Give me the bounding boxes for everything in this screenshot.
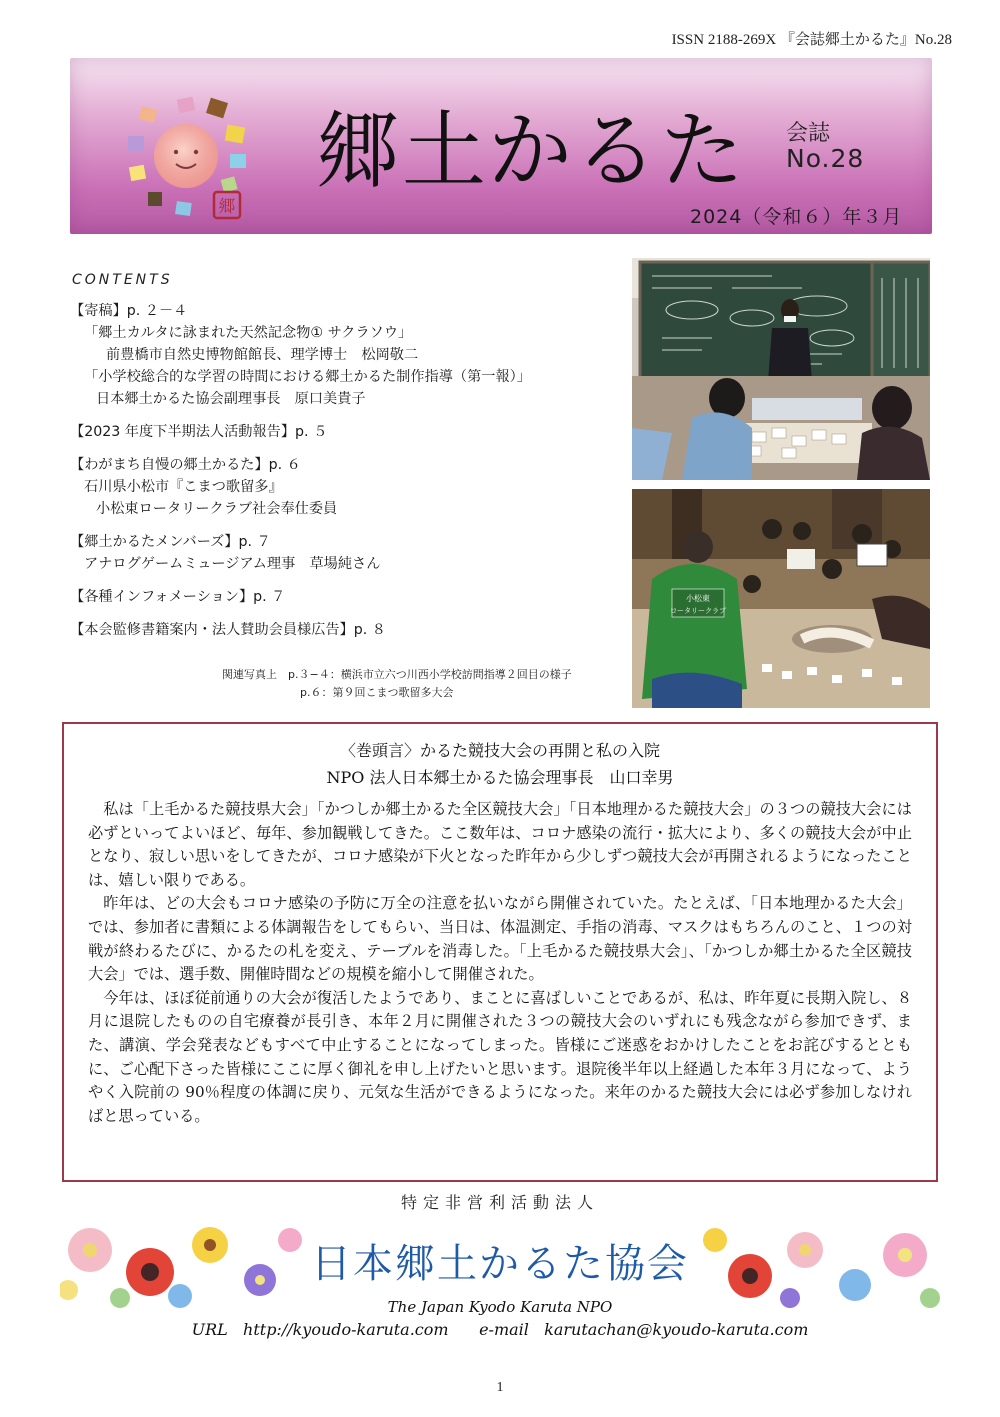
editorial-paragraph: 今年は、ほぼ従前通りの大会が復活したようであり、まことに喜ばしいことであるが、私は、昨年夏に長期入院し、８月に退院したものの自宅療養が長引き、本年２月に開催された３つの競技大会のいずれにも残念ながら参加できず、また、講演、学会発表などもすべて中止することになってしまった。皆様にご迷惑をおかけしたことをお詫びするとともに、ご心配下さった皆様にここに厚く御礼を申し上げたいと思います。退院後半年以上経過した本年３月になって、ようやく入院前の 90％程度の体調に戻り、元気な生活ができるようになった。来年のかるた競技大会には必ず参加しなければと思っている。 <box>88 988 912 1125</box>
kaishi-label: 会誌 <box>786 121 831 146</box>
classroom-photo <box>632 258 930 480</box>
footer-english-name: The Japan Kyodo Karuta NPO <box>387 1298 613 1316</box>
issn-label: ISSN 2188-269X 『会誌郷土かるた』No.28 <box>671 32 952 48</box>
editorial-paragraph: 私は「上毛かるた競技県大会」「かつしか郷土かるた全区競技大会」「日本地理かるた競技大会」の３つの競技大会には必ずといってよいほど、毎年、参加観戦してきた。ここ数年は、コロナ感染の流行・拡大により、多くの競技大会が中止となり、寂しい思いをしてきたが、コロナ感染が下火となった昨年から少しずつ競技大会が再開されるようになったことは、嬉しい限りである。 <box>88 800 913 889</box>
page-number: 1 <box>496 1380 504 1395</box>
toc-section-heading: 【各種インフォメーション】p. ７ <box>70 589 286 605</box>
toc-section-heading: 【寄稿】p. ２－４ <box>70 303 188 319</box>
photo-caption-line: 関連写真上 p.３−４：横浜市立六つ川西小学校訪問指導２回目の様子 <box>222 668 572 681</box>
toc-article-author: 前豊橋市自然史博物館館長、理学博士 松岡敬二 <box>106 347 419 363</box>
editorial-box <box>62 722 938 1182</box>
toc-section-heading: 【2023 年度下半期法人活動報告】p. ５ <box>70 424 328 440</box>
toc-article-title: 石川県小松市『こまつ歌留多』 <box>84 479 283 495</box>
toc-article-author: 日本郷土かるた協会副理事長 原口美貴子 <box>96 391 366 407</box>
footer-contact[interactable]: URL http://kyoudo-karuta.com e-mail karutachan@kyoudo-karuta.com <box>191 1320 809 1339</box>
toc-section-heading: 【郷土かるたメンバーズ】p. ７ <box>70 534 271 550</box>
flowers-right-icon <box>690 1210 940 1310</box>
tournament-photo <box>632 489 930 708</box>
contents-section <box>70 272 630 652</box>
banner-title: 郷土かるた <box>316 102 747 200</box>
toc-article-title: 「郷土カルタに詠まれた天然記念物① サクラソウ」 <box>84 325 413 341</box>
editorial-paragraph: 昨年は、どの大会もコロナ感染の予防に万全の注意を払いながら開催されていた。たとえば、「日本地理かるた大会」では、参加者に書類による体調報告をしてもらい、当日は、体温測定、手指の消毒、マスクはもちろんのこと、１つの対戦が終わるたびに、かるたの札を変え、テーブルを消毒した。「上毛かるた競技県大会」、「かつしか郷土かるた全区競技大会」では、選手数、開催時間などの規模を縮小して開催された。 <box>88 894 912 984</box>
photo-caption <box>222 666 632 702</box>
svg-text:ロータリークラブ: ロータリークラブ <box>670 607 726 615</box>
editorial-title: 〈巻頭言〉かるた競技大会の再開と私の入院 <box>339 741 660 760</box>
svg-text:小松東: 小松東 <box>686 594 710 603</box>
toc-article-title: 「小学校総合的な学習の時間における郷土かるた制作指導（第一報）」 <box>84 369 531 385</box>
editorial-body <box>64 788 936 1128</box>
toc-block-wagamachi <box>70 454 630 520</box>
toc-block-kikou <box>70 300 630 410</box>
sun-logo-icon <box>126 96 250 220</box>
toc-article-title: アナログゲームミュージアム理事 草場純さん <box>84 556 381 572</box>
footer-banner <box>60 1210 940 1310</box>
toc-section-heading: 【わがまち自慢の郷土かるた】p. ６ <box>70 457 301 473</box>
issue-number: No.28 <box>786 144 865 173</box>
issue-date: 2024（令和６）年３月 <box>690 206 903 228</box>
toc-article-author: 小松東ロータリークラブ社会奉仕委員 <box>96 501 338 517</box>
toc-block-books <box>70 619 630 641</box>
contents-heading: CONTENTS <box>72 272 173 288</box>
svg-text:郷: 郷 <box>218 197 236 217</box>
footer-org-type: 特定非営利活動法人 <box>400 1193 599 1212</box>
photo-caption-line: p.６：第９回こまつ歌留多大会 <box>300 686 454 699</box>
title-banner <box>70 58 932 234</box>
toc-section-heading: 【本会監修書籍案内・法人賛助会員様広告】p. ８ <box>70 622 386 638</box>
toc-block-info <box>70 586 630 608</box>
editorial-author: NPO 法人日本郷土かるた協会理事長 山口幸男 <box>326 768 674 787</box>
footer-org-name: 日本郷土かるた協会 <box>311 1241 689 1287</box>
toc-block-members <box>70 531 630 575</box>
toc-block-report <box>70 421 630 443</box>
flowers-left-icon <box>60 1210 310 1310</box>
